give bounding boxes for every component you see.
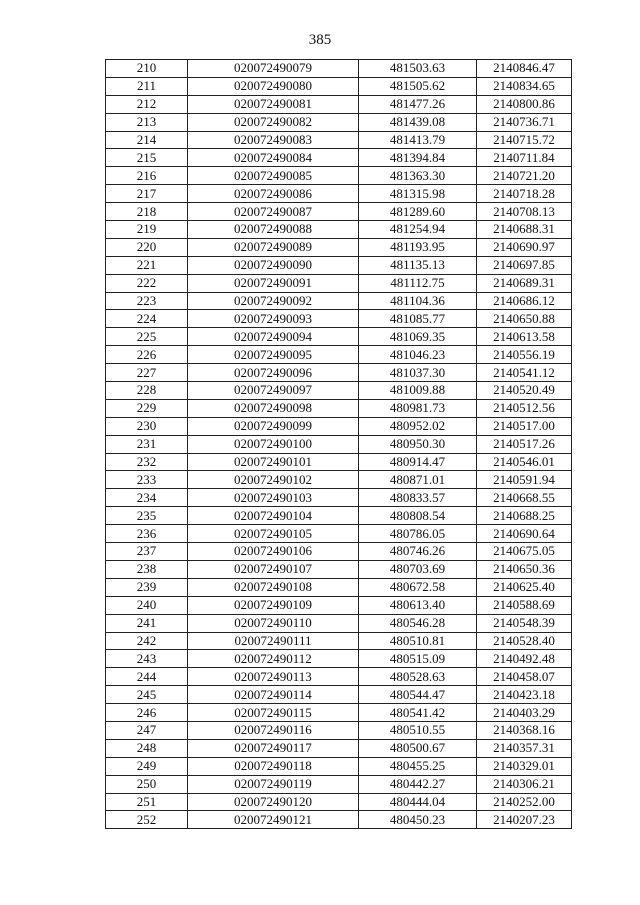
x-coordinate-cell: 480541.42 <box>359 704 477 722</box>
coordinates-table <box>105 59 572 829</box>
table-row <box>106 739 572 757</box>
point-id-cell: 020072490109 <box>188 596 359 614</box>
x-coordinate-cell: 481009.88 <box>359 382 477 400</box>
x-coordinate-cell: 481413.79 <box>359 131 477 149</box>
y-coordinate-cell: 2140736.71 <box>477 113 572 131</box>
point-id-cell: 020072490106 <box>188 543 359 561</box>
x-coordinate-cell: 480442.27 <box>359 775 477 793</box>
row-index-cell: 247 <box>106 721 188 739</box>
x-coordinate-cell: 480981.73 <box>359 399 477 417</box>
y-coordinate-cell: 2140517.26 <box>477 435 572 453</box>
y-coordinate-cell: 2140613.58 <box>477 328 572 346</box>
y-coordinate-cell: 2140329.01 <box>477 757 572 775</box>
point-id-cell: 020072490114 <box>188 686 359 704</box>
table-row <box>106 668 572 686</box>
coordinates-table-body <box>106 60 572 829</box>
y-coordinate-cell: 2140252.00 <box>477 793 572 811</box>
table-row <box>106 221 572 239</box>
y-coordinate-cell: 2140403.29 <box>477 704 572 722</box>
y-coordinate-cell: 2140458.07 <box>477 668 572 686</box>
table-row <box>106 60 572 78</box>
table-row <box>106 256 572 274</box>
y-coordinate-cell: 2140688.25 <box>477 507 572 525</box>
table-row <box>106 167 572 185</box>
table-row <box>106 346 572 364</box>
row-index-cell: 244 <box>106 668 188 686</box>
row-index-cell: 246 <box>106 704 188 722</box>
point-id-cell: 020072490104 <box>188 507 359 525</box>
y-coordinate-cell: 2140528.40 <box>477 632 572 650</box>
x-coordinate-cell: 481503.63 <box>359 60 477 78</box>
x-coordinate-cell: 481193.95 <box>359 238 477 256</box>
point-id-cell: 020072490101 <box>188 453 359 471</box>
x-coordinate-cell: 481104.36 <box>359 292 477 310</box>
y-coordinate-cell: 2140668.55 <box>477 489 572 507</box>
row-index-cell: 250 <box>106 775 188 793</box>
point-id-cell: 020072490085 <box>188 167 359 185</box>
point-id-cell: 020072490079 <box>188 60 359 78</box>
x-coordinate-cell: 480510.81 <box>359 632 477 650</box>
x-coordinate-cell: 481505.62 <box>359 77 477 95</box>
point-id-cell: 020072490084 <box>188 149 359 167</box>
table-row <box>106 721 572 739</box>
row-index-cell: 242 <box>106 632 188 650</box>
point-id-cell: 020072490090 <box>188 256 359 274</box>
y-coordinate-cell: 2140711.84 <box>477 149 572 167</box>
row-index-cell: 241 <box>106 614 188 632</box>
y-coordinate-cell: 2140625.40 <box>477 578 572 596</box>
y-coordinate-cell: 2140492.48 <box>477 650 572 668</box>
point-id-cell: 020072490089 <box>188 238 359 256</box>
row-index-cell: 225 <box>106 328 188 346</box>
row-index-cell: 234 <box>106 489 188 507</box>
x-coordinate-cell: 480950.30 <box>359 435 477 453</box>
x-coordinate-cell: 481069.35 <box>359 328 477 346</box>
table-row <box>106 203 572 221</box>
row-index-cell: 219 <box>106 221 188 239</box>
point-id-cell: 020072490086 <box>188 185 359 203</box>
table-row <box>106 417 572 435</box>
point-id-cell: 020072490099 <box>188 417 359 435</box>
table-row <box>106 757 572 775</box>
row-index-cell: 217 <box>106 185 188 203</box>
x-coordinate-cell: 480914.47 <box>359 453 477 471</box>
x-coordinate-cell: 481477.26 <box>359 95 477 113</box>
point-id-cell: 020072490103 <box>188 489 359 507</box>
row-index-cell: 238 <box>106 560 188 578</box>
table-row <box>106 578 572 596</box>
point-id-cell: 020072490115 <box>188 704 359 722</box>
point-id-cell: 020072490092 <box>188 292 359 310</box>
row-index-cell: 230 <box>106 417 188 435</box>
row-index-cell: 210 <box>106 60 188 78</box>
y-coordinate-cell: 2140715.72 <box>477 131 572 149</box>
x-coordinate-cell: 481394.84 <box>359 149 477 167</box>
y-coordinate-cell: 2140306.21 <box>477 775 572 793</box>
x-coordinate-cell: 480952.02 <box>359 417 477 435</box>
y-coordinate-cell: 2140512.56 <box>477 399 572 417</box>
row-index-cell: 248 <box>106 739 188 757</box>
point-id-cell: 020072490116 <box>188 721 359 739</box>
point-id-cell: 020072490119 <box>188 775 359 793</box>
row-index-cell: 216 <box>106 167 188 185</box>
table-row <box>106 525 572 543</box>
point-id-cell: 020072490081 <box>188 95 359 113</box>
point-id-cell: 020072490121 <box>188 811 359 829</box>
table-row <box>106 507 572 525</box>
row-index-cell: 240 <box>106 596 188 614</box>
x-coordinate-cell: 481046.23 <box>359 346 477 364</box>
x-coordinate-cell: 480450.23 <box>359 811 477 829</box>
row-index-cell: 229 <box>106 399 188 417</box>
table-row <box>106 793 572 811</box>
row-index-cell: 226 <box>106 346 188 364</box>
row-index-cell: 239 <box>106 578 188 596</box>
y-coordinate-cell: 2140650.88 <box>477 310 572 328</box>
table-row <box>106 364 572 382</box>
x-coordinate-cell: 480808.54 <box>359 507 477 525</box>
y-coordinate-cell: 2140718.28 <box>477 185 572 203</box>
row-index-cell: 237 <box>106 543 188 561</box>
table-row <box>106 811 572 829</box>
y-coordinate-cell: 2140800.86 <box>477 95 572 113</box>
row-index-cell: 213 <box>106 113 188 131</box>
row-index-cell: 231 <box>106 435 188 453</box>
x-coordinate-cell: 480444.04 <box>359 793 477 811</box>
table-row <box>106 471 572 489</box>
y-coordinate-cell: 2140591.94 <box>477 471 572 489</box>
y-coordinate-cell: 2140721.20 <box>477 167 572 185</box>
table-row <box>106 686 572 704</box>
table-row <box>106 113 572 131</box>
x-coordinate-cell: 481112.75 <box>359 274 477 292</box>
table-row <box>106 560 572 578</box>
table-row <box>106 238 572 256</box>
y-coordinate-cell: 2140688.31 <box>477 221 572 239</box>
table-row <box>106 328 572 346</box>
row-index-cell: 243 <box>106 650 188 668</box>
y-coordinate-cell: 2140588.69 <box>477 596 572 614</box>
y-coordinate-cell: 2140368.16 <box>477 721 572 739</box>
table-row <box>106 292 572 310</box>
y-coordinate-cell: 2140846.47 <box>477 60 572 78</box>
table-row <box>106 704 572 722</box>
point-id-cell: 020072490095 <box>188 346 359 364</box>
x-coordinate-cell: 480546.28 <box>359 614 477 632</box>
y-coordinate-cell: 2140708.13 <box>477 203 572 221</box>
x-coordinate-cell: 480871.01 <box>359 471 477 489</box>
point-id-cell: 020072490083 <box>188 131 359 149</box>
x-coordinate-cell: 480455.25 <box>359 757 477 775</box>
point-id-cell: 020072490094 <box>188 328 359 346</box>
table-row <box>106 185 572 203</box>
row-index-cell: 249 <box>106 757 188 775</box>
y-coordinate-cell: 2140690.97 <box>477 238 572 256</box>
point-id-cell: 020072490096 <box>188 364 359 382</box>
table-row <box>106 650 572 668</box>
y-coordinate-cell: 2140834.65 <box>477 77 572 95</box>
point-id-cell: 020072490105 <box>188 525 359 543</box>
point-id-cell: 020072490082 <box>188 113 359 131</box>
table-row <box>106 95 572 113</box>
row-index-cell: 212 <box>106 95 188 113</box>
y-coordinate-cell: 2140650.36 <box>477 560 572 578</box>
row-index-cell: 215 <box>106 149 188 167</box>
point-id-cell: 020072490107 <box>188 560 359 578</box>
x-coordinate-cell: 481363.30 <box>359 167 477 185</box>
table-row <box>106 543 572 561</box>
row-index-cell: 211 <box>106 77 188 95</box>
row-index-cell: 232 <box>106 453 188 471</box>
point-id-cell: 020072490102 <box>188 471 359 489</box>
point-id-cell: 020072490108 <box>188 578 359 596</box>
x-coordinate-cell: 480786.05 <box>359 525 477 543</box>
table-row <box>106 399 572 417</box>
row-index-cell: 233 <box>106 471 188 489</box>
table-row <box>106 149 572 167</box>
point-id-cell: 020072490120 <box>188 793 359 811</box>
table-row <box>106 453 572 471</box>
page-number: 385 <box>308 32 332 48</box>
y-coordinate-cell: 2140517.00 <box>477 417 572 435</box>
point-id-cell: 020072490098 <box>188 399 359 417</box>
point-id-cell: 020072490093 <box>188 310 359 328</box>
row-index-cell: 218 <box>106 203 188 221</box>
row-index-cell: 228 <box>106 382 188 400</box>
x-coordinate-cell: 481439.08 <box>359 113 477 131</box>
table-row <box>106 435 572 453</box>
y-coordinate-cell: 2140697.85 <box>477 256 572 274</box>
x-coordinate-cell: 480510.55 <box>359 721 477 739</box>
point-id-cell: 020072490097 <box>188 382 359 400</box>
y-coordinate-cell: 2140520.49 <box>477 382 572 400</box>
table-row <box>106 632 572 650</box>
table-row <box>106 310 572 328</box>
row-index-cell: 227 <box>106 364 188 382</box>
table-row <box>106 77 572 95</box>
table-row <box>106 775 572 793</box>
y-coordinate-cell: 2140556.19 <box>477 346 572 364</box>
y-coordinate-cell: 2140686.12 <box>477 292 572 310</box>
table-row <box>106 274 572 292</box>
y-coordinate-cell: 2140690.64 <box>477 525 572 543</box>
row-index-cell: 245 <box>106 686 188 704</box>
row-index-cell: 251 <box>106 793 188 811</box>
table-row <box>106 489 572 507</box>
x-coordinate-cell: 481289.60 <box>359 203 477 221</box>
row-index-cell: 221 <box>106 256 188 274</box>
row-index-cell: 224 <box>106 310 188 328</box>
y-coordinate-cell: 2140357.31 <box>477 739 572 757</box>
table-row <box>106 382 572 400</box>
row-index-cell: 220 <box>106 238 188 256</box>
point-id-cell: 020072490087 <box>188 203 359 221</box>
y-coordinate-cell: 2140675.05 <box>477 543 572 561</box>
table-row <box>106 596 572 614</box>
point-id-cell: 020072490091 <box>188 274 359 292</box>
point-id-cell: 020072490088 <box>188 221 359 239</box>
y-coordinate-cell: 2140548.39 <box>477 614 572 632</box>
y-coordinate-cell: 2140546.01 <box>477 453 572 471</box>
row-index-cell: 223 <box>106 292 188 310</box>
point-id-cell: 020072490100 <box>188 435 359 453</box>
point-id-cell: 020072490110 <box>188 614 359 632</box>
y-coordinate-cell: 2140541.12 <box>477 364 572 382</box>
x-coordinate-cell: 481037.30 <box>359 364 477 382</box>
y-coordinate-cell: 2140689.31 <box>477 274 572 292</box>
x-coordinate-cell: 480528.63 <box>359 668 477 686</box>
y-coordinate-cell: 2140207.23 <box>477 811 572 829</box>
y-coordinate-cell: 2140423.18 <box>477 686 572 704</box>
x-coordinate-cell: 481085.77 <box>359 310 477 328</box>
row-index-cell: 252 <box>106 811 188 829</box>
row-index-cell: 214 <box>106 131 188 149</box>
x-coordinate-cell: 480613.40 <box>359 596 477 614</box>
point-id-cell: 020072490112 <box>188 650 359 668</box>
point-id-cell: 020072490113 <box>188 668 359 686</box>
point-id-cell: 020072490080 <box>188 77 359 95</box>
x-coordinate-cell: 481315.98 <box>359 185 477 203</box>
x-coordinate-cell: 481135.13 <box>359 256 477 274</box>
x-coordinate-cell: 480515.09 <box>359 650 477 668</box>
x-coordinate-cell: 480703.69 <box>359 560 477 578</box>
point-id-cell: 020072490111 <box>188 632 359 650</box>
row-index-cell: 222 <box>106 274 188 292</box>
table-row <box>106 614 572 632</box>
point-id-cell: 020072490118 <box>188 757 359 775</box>
point-id-cell: 020072490117 <box>188 739 359 757</box>
table-row <box>106 131 572 149</box>
x-coordinate-cell: 480672.58 <box>359 578 477 596</box>
x-coordinate-cell: 480833.57 <box>359 489 477 507</box>
row-index-cell: 236 <box>106 525 188 543</box>
x-coordinate-cell: 480544.47 <box>359 686 477 704</box>
x-coordinate-cell: 480746.26 <box>359 543 477 561</box>
x-coordinate-cell: 480500.67 <box>359 739 477 757</box>
x-coordinate-cell: 481254.94 <box>359 221 477 239</box>
row-index-cell: 235 <box>106 507 188 525</box>
